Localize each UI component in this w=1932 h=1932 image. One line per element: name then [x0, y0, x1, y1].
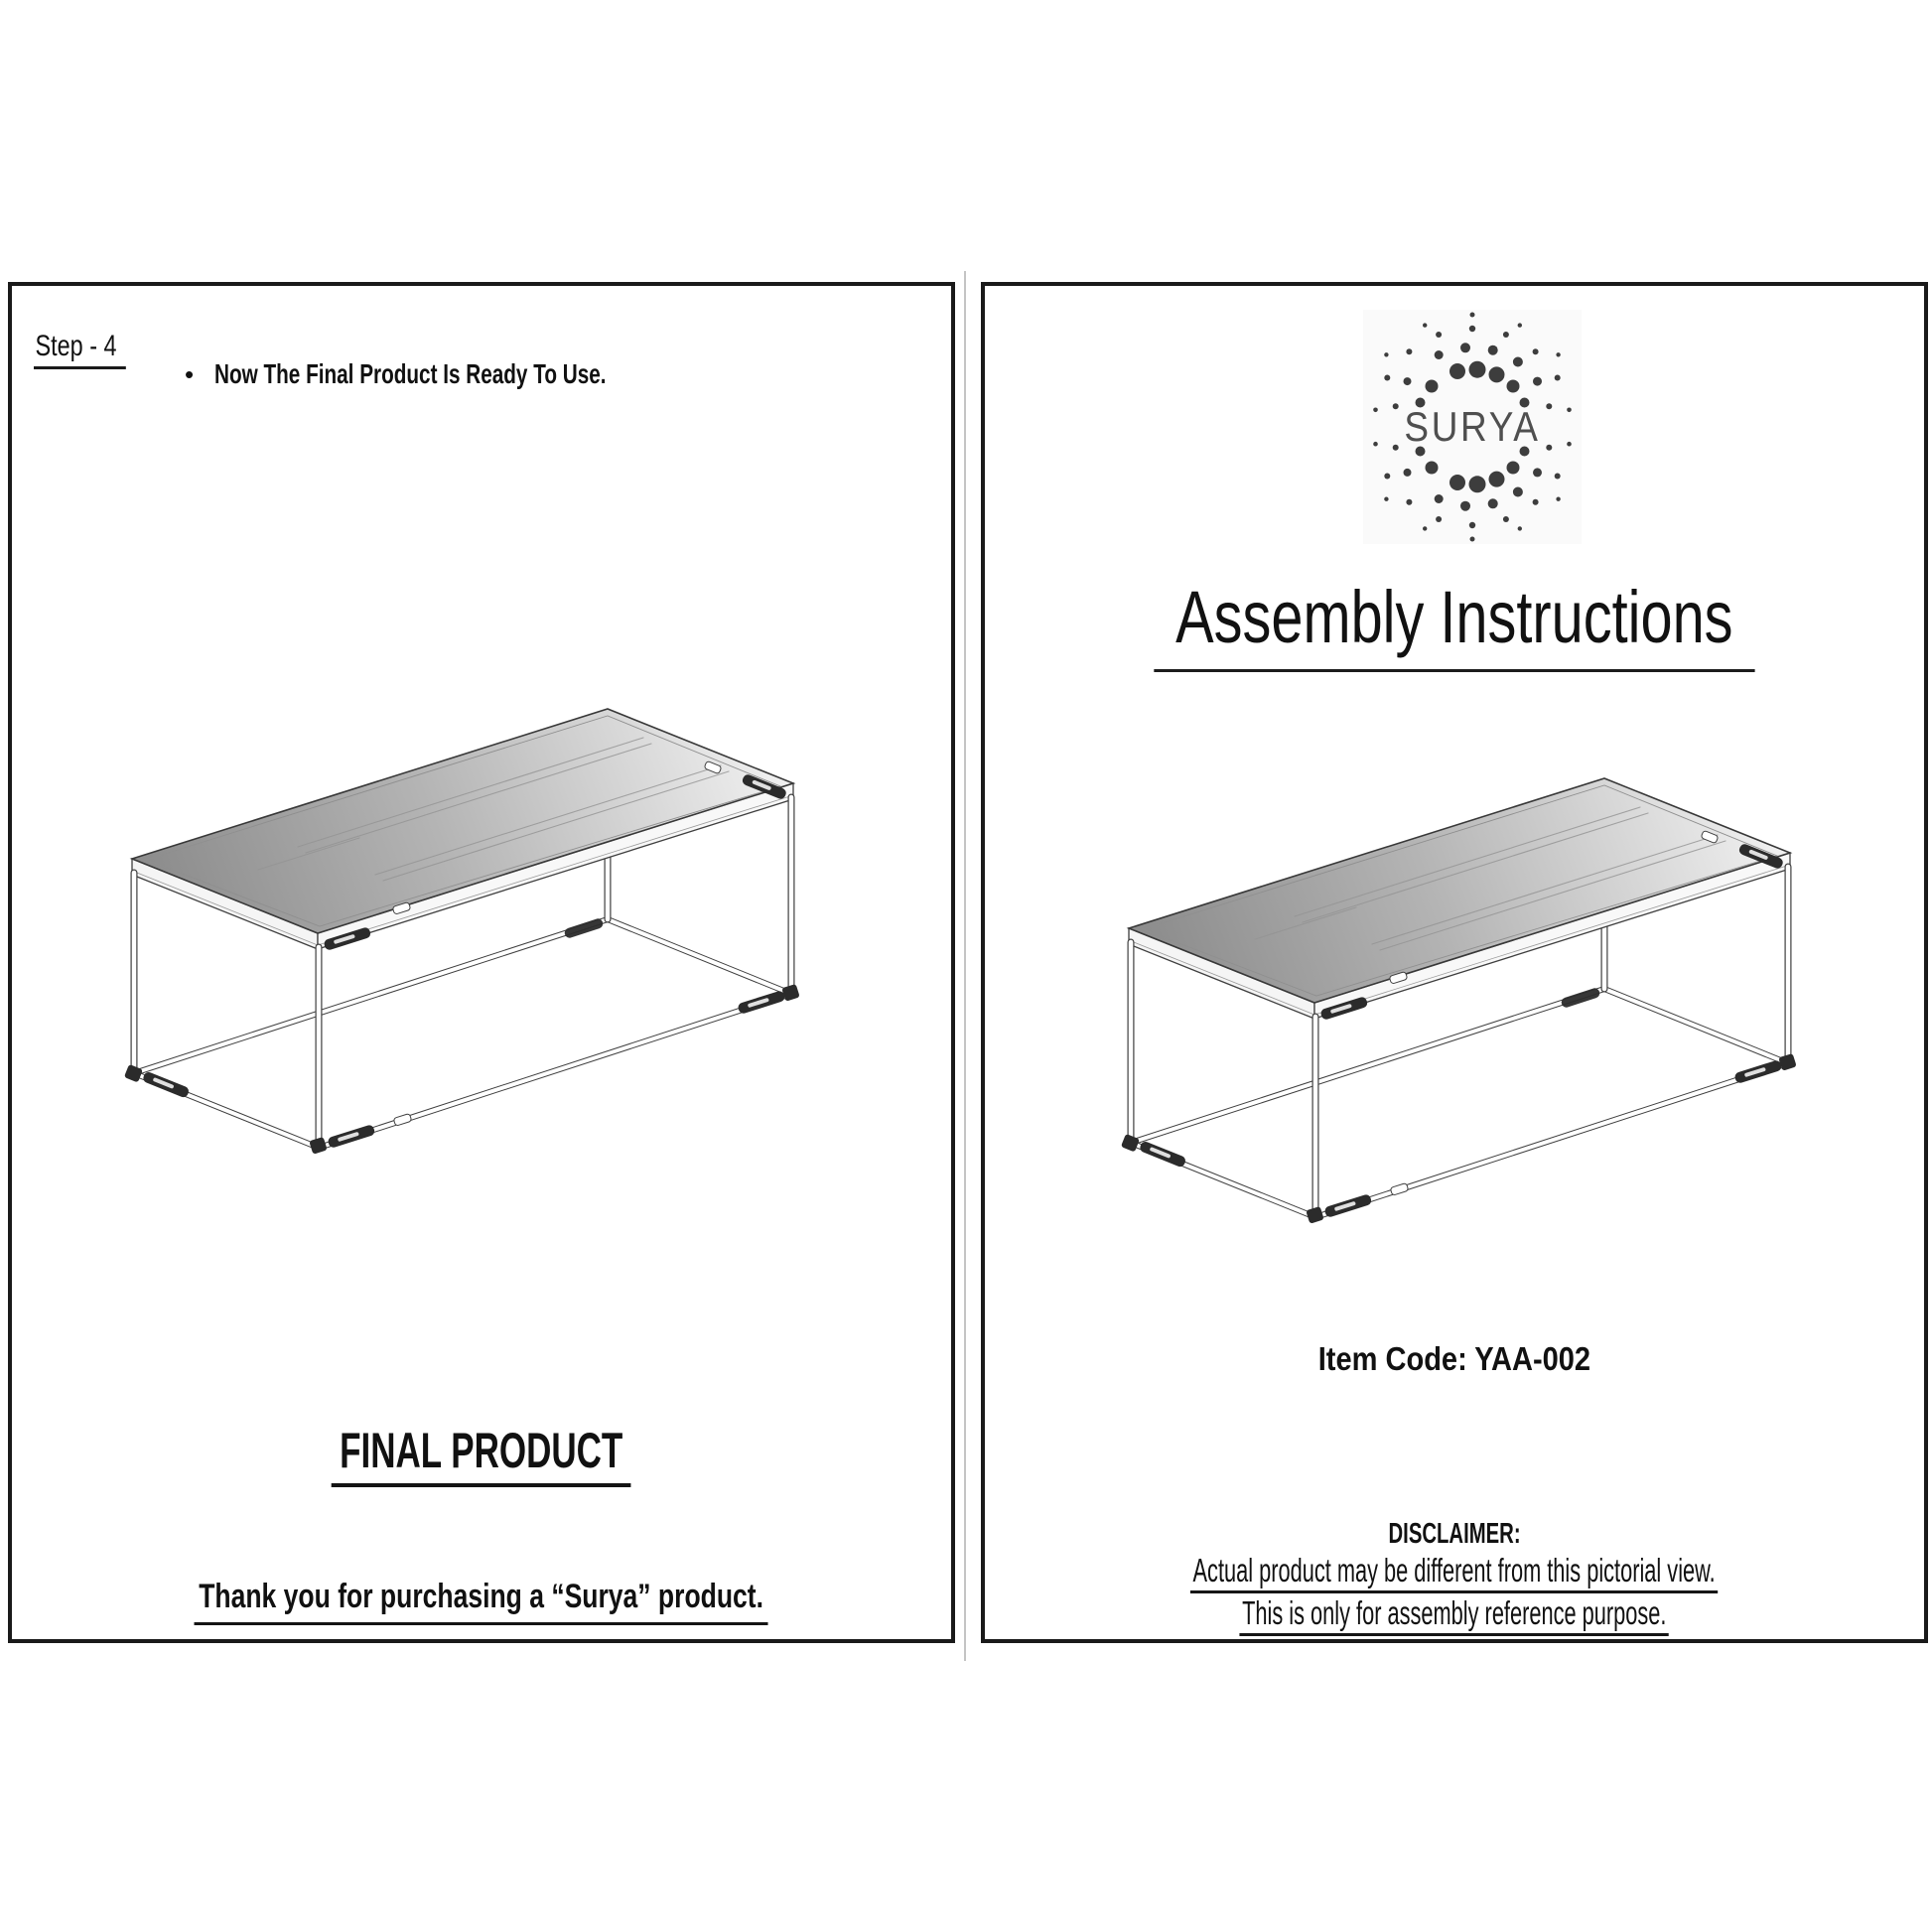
assembled-product-drawing — [1096, 755, 1801, 1271]
step-note: Now The Final Product Is Ready To Use. — [214, 358, 607, 389]
disclaimer-line: This is only for assembly reference purpose. — [985, 1595, 1924, 1636]
disclaimer — [985, 1517, 1924, 1636]
page-right — [981, 282, 1928, 1643]
surya-logo — [1363, 310, 1582, 544]
disclaimer-heading: DISCLAIMER: — [1388, 1518, 1521, 1550]
final-product-caption — [12, 1424, 951, 1487]
page-title: Assembly Instructions — [985, 578, 1924, 672]
step-heading — [34, 330, 152, 369]
item-code: Item Code: YAA-002 — [1317, 1340, 1591, 1377]
surya-logo-text: SURYA — [1404, 403, 1541, 450]
page-divider-line — [964, 271, 966, 1661]
bullet-dot: • — [185, 359, 195, 389]
thank-you-note: Thank you for purchasing a “Surya” product. — [12, 1577, 951, 1625]
page-left — [8, 282, 955, 1643]
final-product-drawing — [99, 685, 804, 1201]
step-label: Step - 4 — [34, 330, 126, 369]
disclaimer-line: Actual product may be different from this pictorial view. — [985, 1553, 1924, 1593]
final-product-label: FINAL PRODUCT — [332, 1424, 631, 1487]
